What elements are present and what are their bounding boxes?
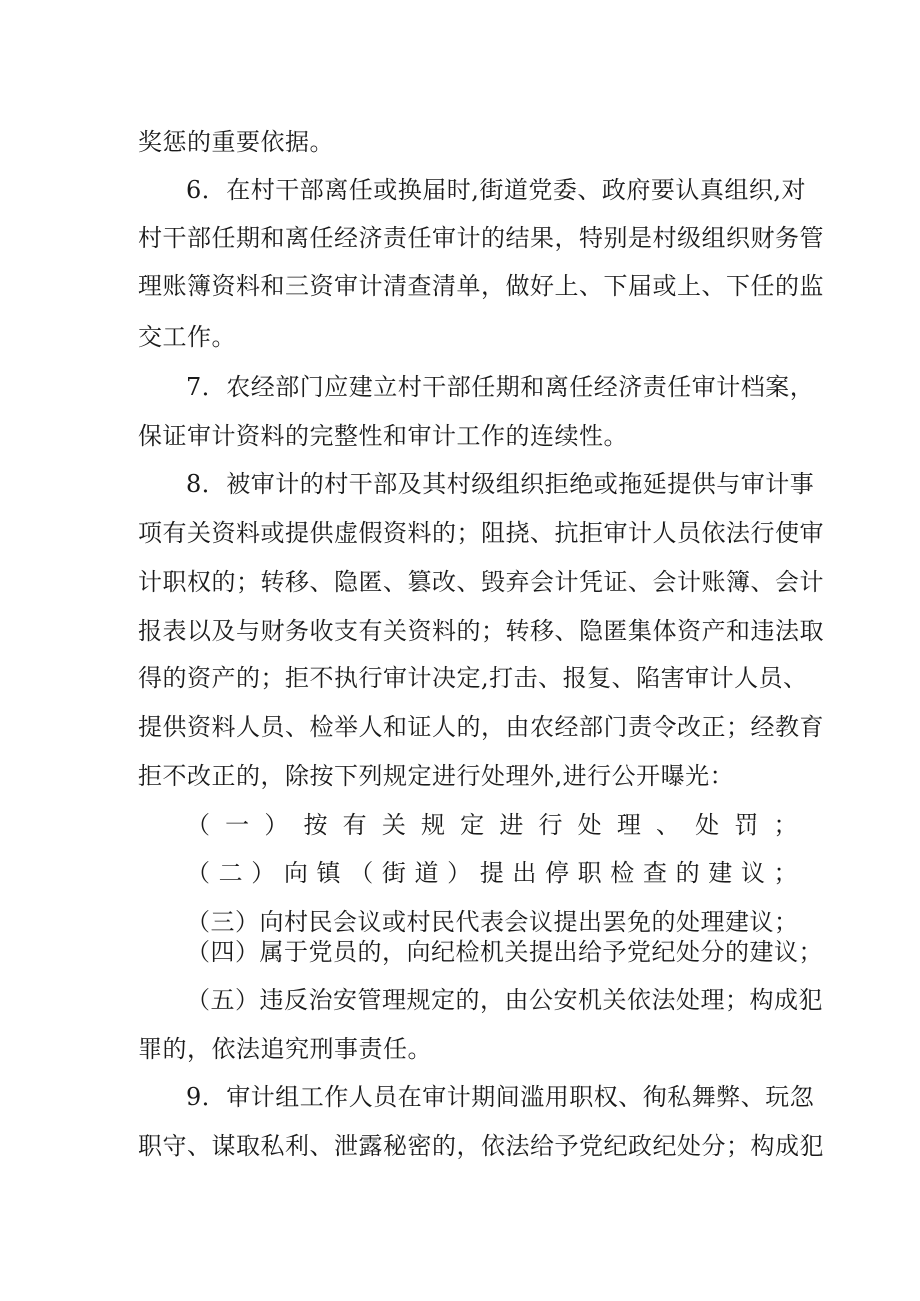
text-line-4: 理账簿资料和三资审计清查清单，做好上、下届或上、下任的监 bbox=[138, 272, 824, 300]
text-line-7: 保证审计资料的完整性和审计工作的连续性。 bbox=[138, 422, 628, 450]
text-line-14: 拒不改正的，除按下列规定进行处理外,进行公开曝光： bbox=[138, 762, 735, 790]
text-line-8: 8．被审计的村干部及其村级组织拒绝或拖延提供与审计事 bbox=[186, 470, 815, 498]
text-line-3: 村干部任期和离任经济责任审计的结果，特别是村级组织财务管 bbox=[138, 224, 824, 252]
text-line-9: 项有关资料或提供虚假资料的；阻挠、抗拒审计人员依法行使审 bbox=[138, 519, 824, 547]
text-line-19: （五）违反治安管理规定的，由公安机关依法处理；构成犯 bbox=[186, 986, 823, 1014]
text-line-20: 罪的，依法追究刑事责任。 bbox=[138, 1035, 432, 1063]
text-line-6: 7．农经部门应建立村干部任期和离任经济责任审计档案， bbox=[186, 373, 815, 401]
text-line-1: 奖惩的重要依据。 bbox=[138, 128, 334, 156]
text-line-22: 职守、谋取私利、泄露秘密的，依法给予党纪政纪处分；构成犯 bbox=[138, 1132, 824, 1160]
text-line-11: 报表以及与财务收支有关资料的；转移、隐匿集体资产和违法取 bbox=[138, 617, 824, 645]
text-line-2: 6．在村干部离任或换届时,街道党委、政府要认真组织,对 bbox=[186, 176, 807, 204]
text-line-5: 交工作。 bbox=[138, 323, 236, 351]
text-line-16: （二）向镇（街道）提出停职检查的建议； bbox=[186, 859, 798, 887]
text-line-12: 得的资产的；拒不执行审计决定,打击、报复、陷害审计人员、 bbox=[138, 664, 808, 692]
text-line-13: 提供资料人员、检举人和证人的，由农经部门责令改正；经教育 bbox=[138, 713, 824, 741]
text-line-10: 计职权的；转移、隐匿、篡改、毁弃会计凭证、会计账簿、会计 bbox=[138, 568, 824, 596]
text-line-18: （四）属于党员的，向纪检机关提出给予党纪处分的建议； bbox=[186, 938, 823, 966]
text-line-15: （一）按有关规定进行处理、处罚； bbox=[186, 811, 798, 839]
text-line-21: 9．审计组工作人员在审计期间滥用职权、徇私舞弊、玩忽 bbox=[186, 1083, 815, 1111]
text-line-17: （三）向村民会议或村民代表会议提出罢免的处理建议； bbox=[186, 908, 799, 936]
